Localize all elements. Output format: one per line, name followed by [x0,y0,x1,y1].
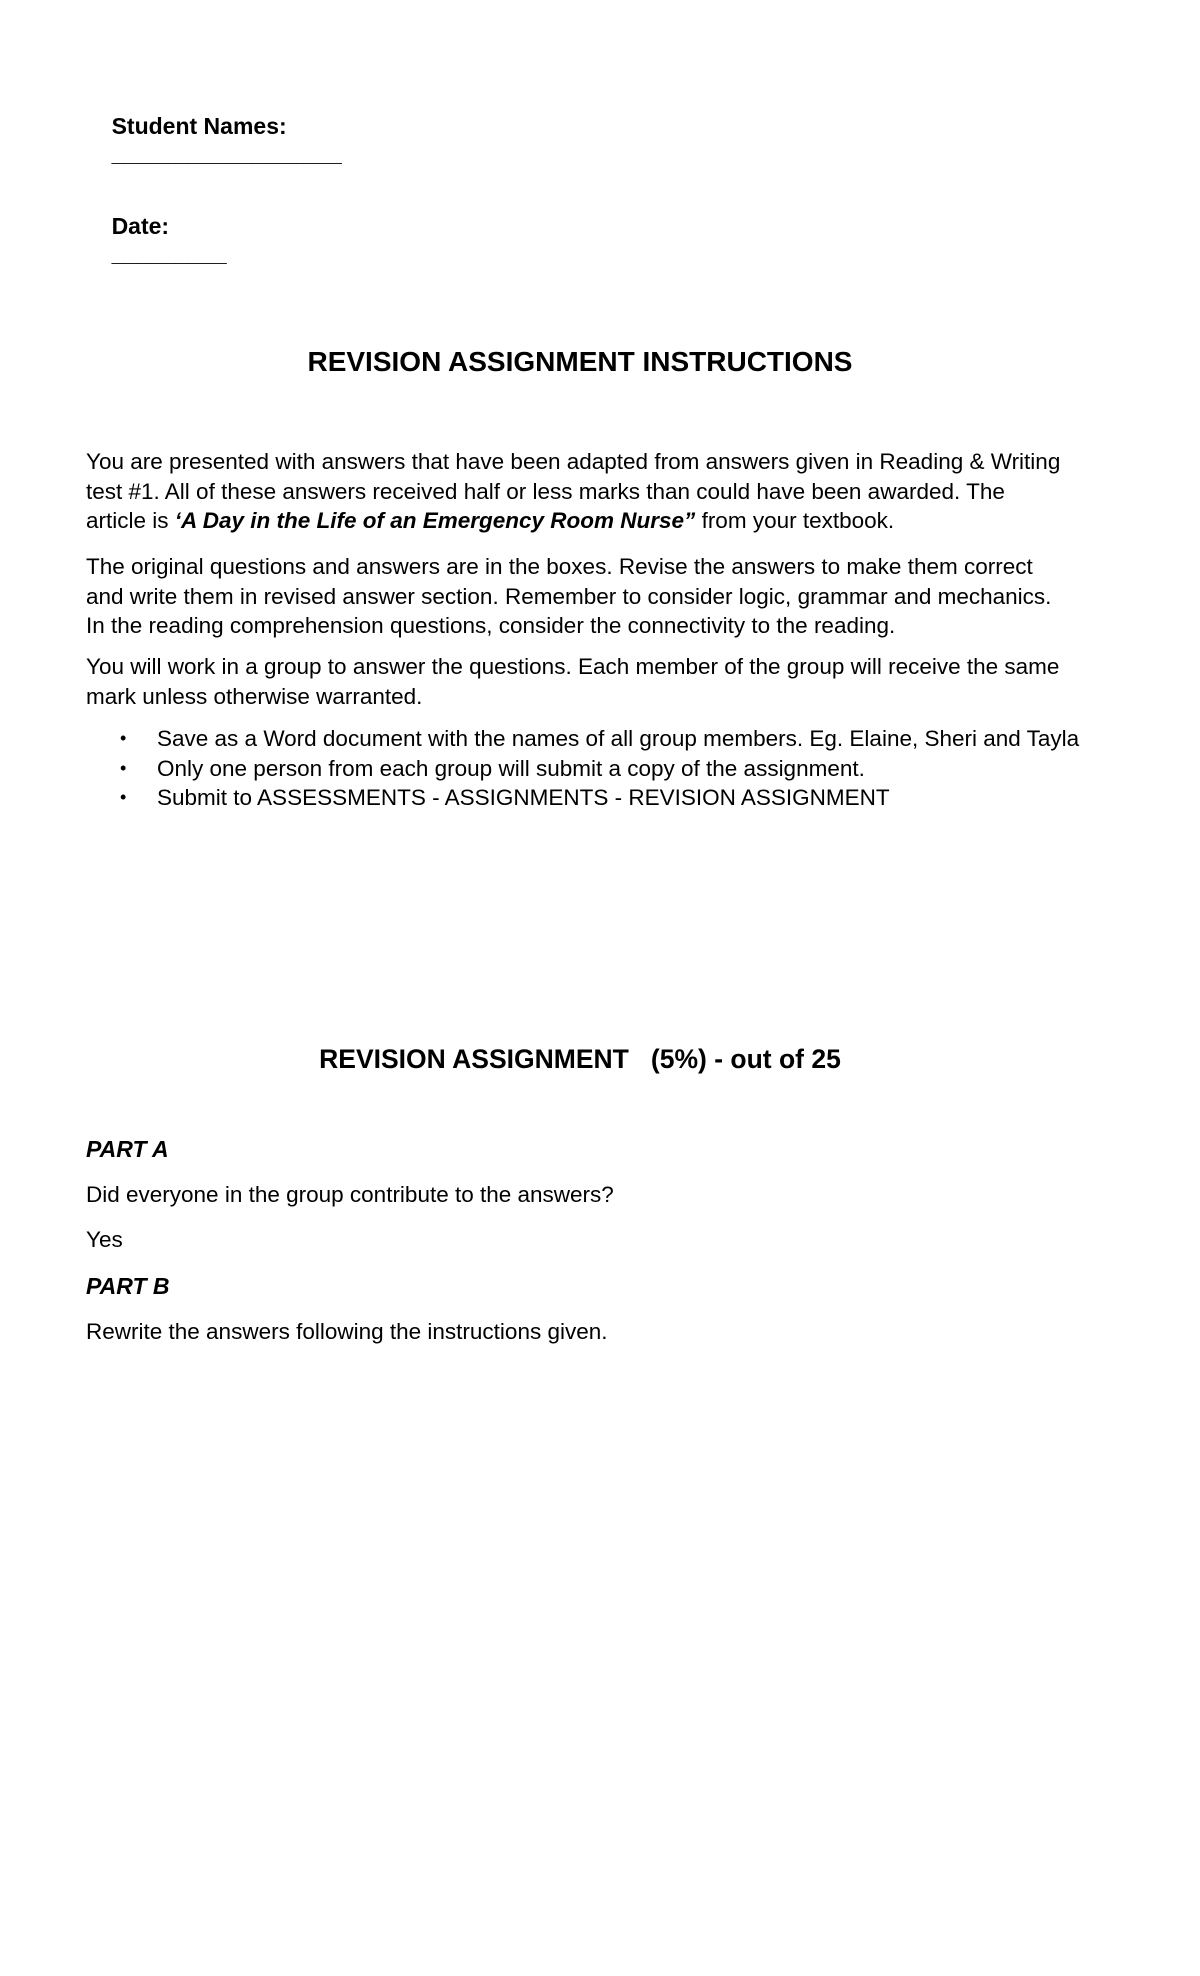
bullet-text: Only one person from each group will submit a copy of the assignment. [157,755,865,781]
bullet-dot-icon: • [120,757,127,778]
article-title: ‘A Day in the Life of an Emergency Room Nurse” [174,508,696,533]
part-a-question: Did everyone in the group contribute to the answers? [86,1182,614,1207]
bullet-text: Submit to ASSESSMENTS - ASSIGNMENTS - REVISION ASSIGNMENT [157,785,890,810]
instructions-title: REVISION ASSIGNMENT INSTRUCTIONS [307,346,853,377]
instructions-paragraph-2 [86,552,1136,641]
date-field [86,186,227,294]
paragraph-1-line-2: test #1. All of these answers received half or less marks than could have been awarded. The [86,478,1005,504]
paragraph-2-line-1: The original questions and answers are in the boxes. Revise the answers to make them correct [86,554,1033,579]
bullet-item [86,783,1146,813]
bullet-item [86,754,1146,784]
article-prefix: article is [86,508,175,533]
student-names-blank: __________________ [111,140,342,166]
paragraph-2-line-2: and write them in revised answer section. Remember to consider logic, grammar and mechanics. [86,583,1052,609]
article-suffix: from your textbook. [695,508,895,533]
instructions-paragraph-3 [86,652,1136,711]
date-blank: _________ [111,240,227,266]
student-names-label: Student Names: [111,113,287,139]
paragraph-2-line-3: In the reading comprehension questions, consider the connectivity to the reading. [86,613,896,638]
part-b-instruction: Rewrite the answers following the instructions given. [86,1319,608,1344]
instructions-bullet-list [86,724,1146,813]
bullet-item [86,724,1157,754]
assignment-title: REVISION ASSIGNMENT (5%) - out of 25 [319,1044,841,1074]
bullet-dot-icon: • [120,787,127,807]
date-label: Date: [111,213,170,239]
part-b-label: PART B [86,1273,170,1299]
bullet-dot-icon: • [120,728,127,748]
paragraph-3-line-2: mark unless otherwise warranted. [86,683,423,709]
bullet-text: Save as a Word document with the names of all group members. Eg. Elaine, Sheri and Tayla [157,726,1080,751]
paragraph-3-line-1: You will work in a group to answer the questions. Each member of the group will receive the same [86,654,1060,679]
instructions-paragraph-1 [86,447,1136,536]
part-a-answer: Yes [86,1227,123,1252]
paragraph-1-line-3 [86,506,1136,536]
paragraph-1-line-1: You are presented with answers that have been adapted from answers given in Reading & Writing [86,449,1061,474]
student-names-field [86,86,342,194]
part-a-label: PART A [86,1136,169,1162]
